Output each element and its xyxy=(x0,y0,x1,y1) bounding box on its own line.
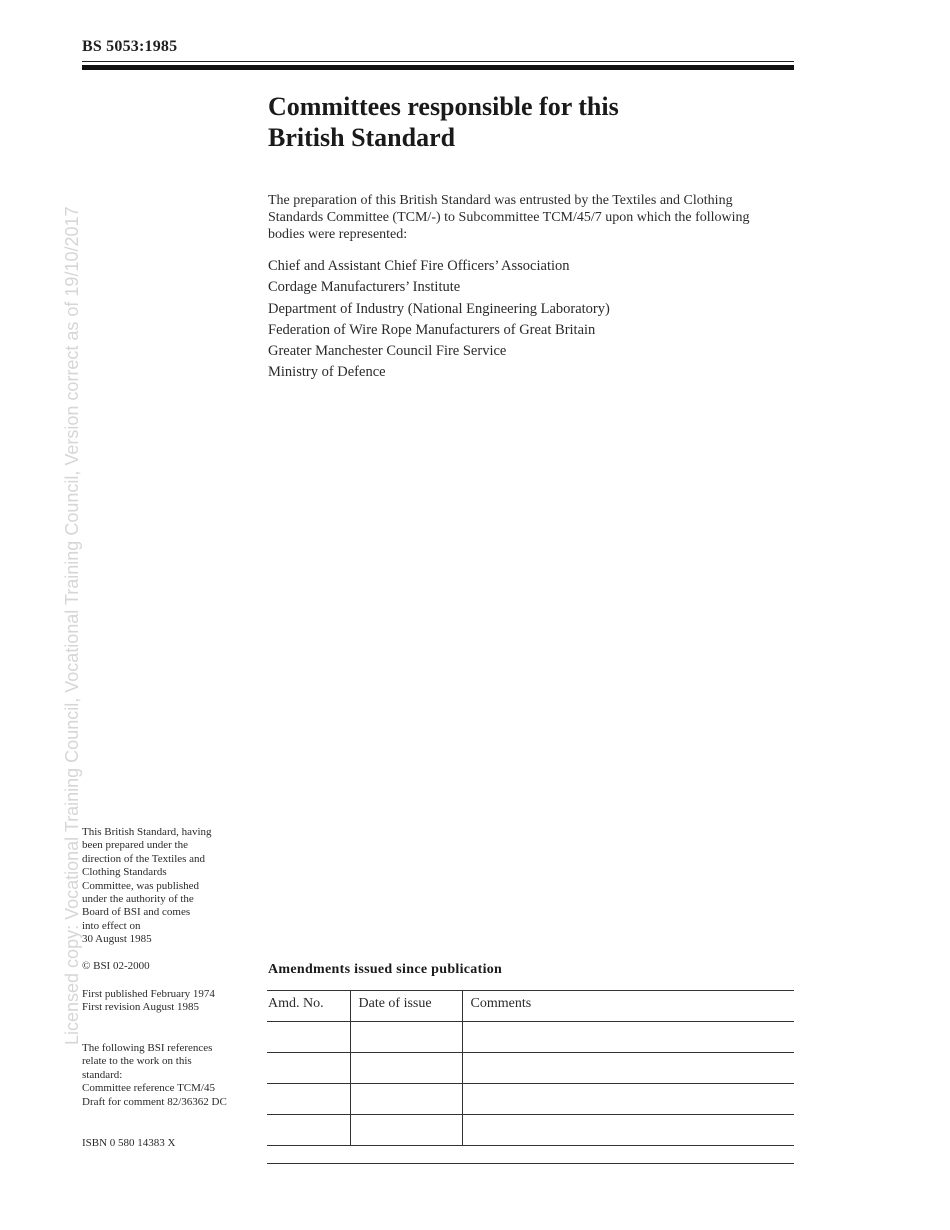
authority-line: under the authority of the xyxy=(82,893,194,906)
intro-paragraph: The preparation of this British Standard was entrusted by the Textiles and Clothing Standards Committee (TCM/-) to Subcommittee TCM/45/7 upon which the following bodies were represented: xyxy=(268,193,750,242)
reference-line: Draft for comment 82/36362 DC xyxy=(82,1095,227,1108)
table-cell xyxy=(462,1053,794,1084)
column-header-comments: Comments xyxy=(462,991,794,1022)
table-cell xyxy=(462,1115,794,1146)
authority-line: This British Standard, having xyxy=(82,826,212,838)
table-cell xyxy=(267,1022,350,1053)
list-item: Chief and Assistant Chief Fire Officers’ Association xyxy=(268,258,570,274)
column-header-date-of-issue: Date of issue xyxy=(350,991,462,1022)
table-row xyxy=(267,1084,794,1115)
authority-line: 30 August 1985 xyxy=(82,933,152,946)
table-cell xyxy=(267,1115,350,1146)
table-cell xyxy=(267,1053,350,1084)
authority-line: Board of BSI and comes xyxy=(82,906,191,919)
list-item: Department of Industry (National Engineering Laboratory) xyxy=(268,300,610,317)
table-cell xyxy=(267,1084,350,1115)
list-item: Ministry of Defence xyxy=(268,364,386,381)
copyright-notice xyxy=(82,960,262,973)
bottom-rule xyxy=(267,1163,794,1164)
table-header-row xyxy=(267,991,794,1022)
reference-line: The following BSI references xyxy=(82,1042,213,1054)
isbn-text: ISBN 0 580 14383 X xyxy=(82,1137,176,1149)
header-rule-thin xyxy=(82,61,794,62)
table-row xyxy=(267,1115,794,1146)
amendments-title: Amendments issued since publication xyxy=(268,962,503,977)
reference-line: relate to the work on this xyxy=(82,1055,192,1068)
first-revision: First revision August 1985 xyxy=(82,1001,200,1014)
list-item: Greater Manchester Council Fire Service xyxy=(268,343,507,360)
document-id: BS 5053:1985 xyxy=(82,38,178,55)
column-header-amd-no: Amd. No. xyxy=(267,991,350,1022)
authority-line: been prepared under the xyxy=(82,839,188,852)
table-cell xyxy=(462,1022,794,1053)
header-rule-thick xyxy=(82,65,794,70)
bsi-references xyxy=(82,1042,262,1109)
amendments-table xyxy=(267,990,794,1146)
page-title xyxy=(268,91,788,153)
table-cell xyxy=(350,1022,462,1053)
title-line-2: British Standard xyxy=(268,123,456,152)
copyright-text: © BSI 02-2000 xyxy=(82,960,150,972)
license-watermark: Licensed copy: Vocational Training Council, Vocational Training Council, Version correct as of 19/10/2017 xyxy=(62,206,82,1045)
authority-line: Committee, was published xyxy=(82,879,200,892)
publication-history xyxy=(82,988,262,1015)
reference-line: Committee reference TCM/45 xyxy=(82,1082,215,1095)
authority-line: into effect on xyxy=(82,919,141,932)
isbn xyxy=(82,1137,262,1150)
title-line-1: Committees responsible for this xyxy=(268,92,619,121)
authority-note xyxy=(82,826,262,947)
reference-line: standard: xyxy=(82,1068,123,1081)
first-published: First published February 1974 xyxy=(82,988,215,1000)
list-item: Cordage Manufacturers’ Institute xyxy=(268,279,461,296)
authority-line: direction of the Textiles and xyxy=(82,852,206,865)
table-row xyxy=(267,1022,794,1053)
table-cell xyxy=(462,1084,794,1115)
authority-line: Clothing Standards xyxy=(82,866,167,879)
table-cell xyxy=(350,1053,462,1084)
represented-bodies-list xyxy=(268,256,610,384)
list-item: Federation of Wire Rope Manufacturers of Great Britain xyxy=(268,321,596,338)
table-row xyxy=(267,1053,794,1084)
table-cell xyxy=(350,1115,462,1146)
table-cell xyxy=(350,1084,462,1115)
